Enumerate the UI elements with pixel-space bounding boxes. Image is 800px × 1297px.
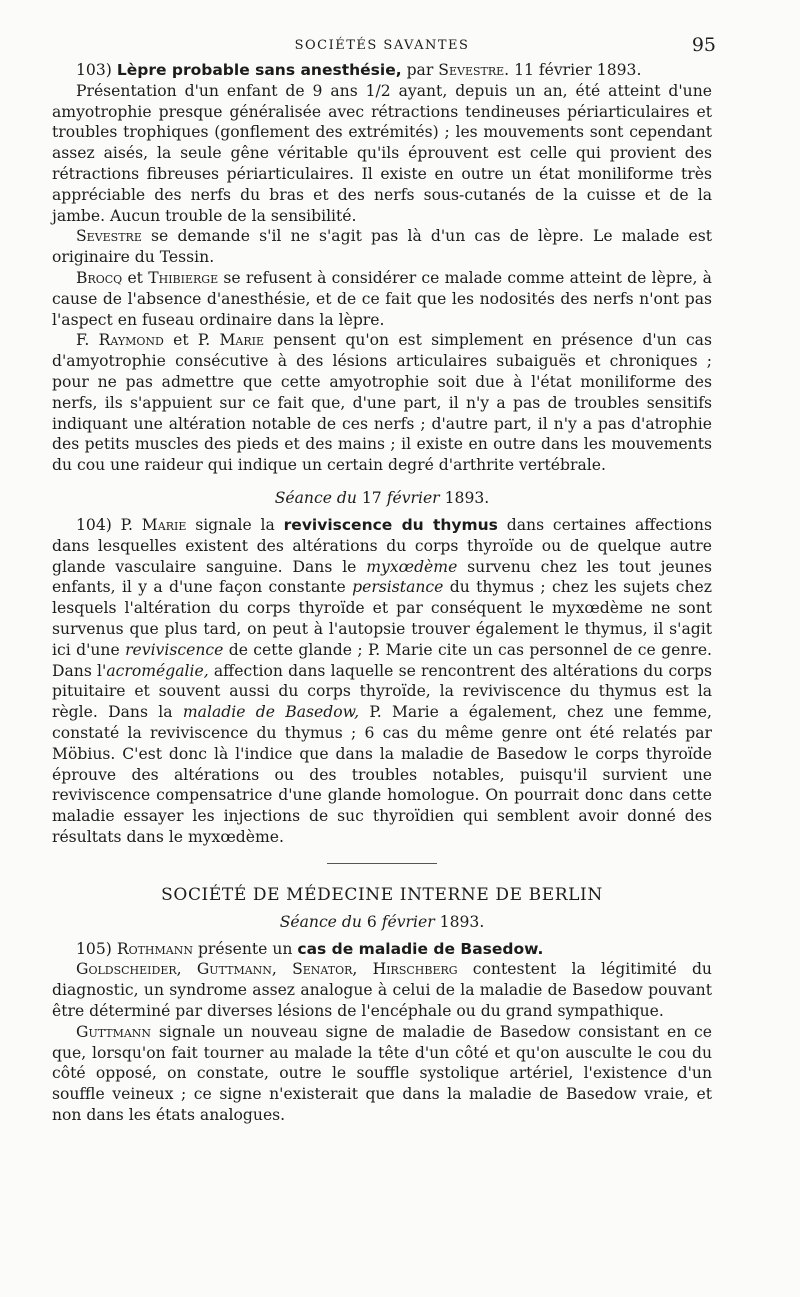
author-name: Raymond bbox=[98, 331, 164, 350]
author-name: Rothmann bbox=[116, 939, 193, 958]
entry-title: cas de maladie de Basedow. bbox=[297, 939, 544, 958]
society-title: SOCIÉTÉ DE MÉDECINE INTERNE DE BERLIN bbox=[161, 884, 603, 905]
section-divider bbox=[327, 863, 437, 864]
page bbox=[52, 34, 716, 1126]
entry-105-heading: 105) Rothmann présente un cas de maladie de Basedow. bbox=[76, 939, 544, 958]
author-name: Sevestre bbox=[76, 227, 142, 246]
seance-heading: Séance du 17 février 1893. bbox=[274, 488, 490, 507]
entry-date: 11 février 1893. bbox=[514, 61, 642, 79]
page-number: 95 bbox=[691, 34, 716, 56]
author-name: Thibierge bbox=[148, 268, 219, 287]
paragraph: F. Raymond et P. Marie pensent qu'on est simplement en présence d'un cas d'amyotrophie consécutive à des lésions articulaires subaiguës et chroniques ; pour ne pas admettre que cette amyotrophie soit due à l'état moniliforme des nerfs, ils s'appuient sur ce fait que, d'une part, il n'y a pas de troubles sensitifs indiquant une altération notable de ces nerfs ; d'autre part, il n'y a pas d'atrophie des petits muscles des pieds et des mains ; il existe en outre dans les mouvements du cou une raideur qui indique un certain degré d'arthrite vertébrale. bbox=[52, 331, 712, 475]
entry-103-heading: 103) Lèpre probable sans anesthésie, par Sevestre. 11 février 1893. bbox=[76, 61, 642, 79]
author-name: Guttmann bbox=[76, 1022, 152, 1041]
paragraph: Présentation d'un enfant de 9 ans 1/2 ayant, depuis un an, été atteint d'une amyotrophie presque généralisée avec rétractions tendineuses périarticulaires et troubles trophiques (gonflement des extrémités) ; les mouvements sont cependant assez aisés, la seule gêne véritable qu'ils éprouvent est celle qui provient des rétractions fibreuses périarticulaires. Il existe en outre un état moniliforme très appréciable des nerfs du bras et des nerfs sous-cutanés de la cuisse et de la jambe. Aucun trouble de la sensibilité. bbox=[52, 81, 712, 225]
entry-title: Lèpre probable sans anesthésie, bbox=[116, 61, 402, 79]
entry-number: 105) bbox=[76, 939, 112, 958]
paragraph: Goldscheider, Guttmann, Senator, Hirschberg contestent la légitimité du diagnostic, un syndrome assez analogue à celui de la maladie de Basedow pouvant être déterminé par diverses lésions de l'encéphale ou du grand sympathique. bbox=[52, 960, 712, 1021]
entry-number: 103) bbox=[76, 61, 112, 79]
author-name: Marie bbox=[219, 331, 265, 350]
paragraph: Brocq et Thibierge se refusent à considérer ce malade comme atteint de lèpre, à cause de l'absence d'anesthésie, et de ce fait que les nodosités des nerfs n'ont pas l'aspect en fuseau ordinaire dans la lèpre. bbox=[52, 268, 712, 329]
author-name: Brocq bbox=[76, 268, 123, 287]
running-title: SOCIÉTÉS SAVANTES bbox=[294, 38, 470, 53]
seance-heading: Séance du 6 février 1893. bbox=[279, 912, 485, 931]
paragraph: Guttmann signale un nouveau signe de maladie de Basedow consistant en ce que, lorsqu'on fait tourner au malade la tête d'un côté et qu'on ausculte le cou du côté opposé, on constate, outre le souffle systolique artériel, l'existence d'un souffle veineux ; ce signe n'existerait que dans la maladie de Basedow vraie, et non dans les états analogues. bbox=[52, 1022, 712, 1125]
entry-104: 104) P. Marie signale la reviviscence du thymus dans certaines affections dans lesquelles existent des altérations du corps thyroïde ou de quelque autre glande vasculaire sanguine. Dans le myxœdème survenu chez les tout jeunes enfants, il y a d'une façon constante persistance du thymus ; chez les sujets chez lesquels l'altération du corps thyroïde et par conséquent le myxœdème ne sont survenus que plus tard, on peut à l'autopsie trouver également le thymus, il s'agit ici d'une reviviscence de cette glande ; P. Marie cite un cas personnel de ce genre. Dans l'acromégalie, affection dans laquelle se rencontrent des altérations du corps pituitaire et souvent aussi du corps thyroïde, la reviviscence du thymus est la règle. Dans la maladie de Basedow, P. Marie a également, chez une femme, constaté la reviviscence du thymus ; 6 cas du même genre ont été relatés par Möbius. C'est donc là l'indice que dans la maladie de Basedow le corps thyroïde éprouve des altérations ou des troubles notables, puisqu'il survient une reviviscence compensatrice d'une glande homologue. On pourrait donc dans cette maladie essayer les injections de suc thyroïdien qui semblent avoir donné des résultats dans le myxœdème. bbox=[52, 515, 712, 846]
entry-number: 104) P. bbox=[76, 515, 133, 534]
entry-title: reviviscence du thymus bbox=[283, 515, 498, 534]
paragraph: Sevestre se demande s'il ne s'agit pas là d'un cas de lèpre. Le malade est originaire du Tessin. bbox=[52, 227, 712, 267]
author-names: Goldscheider, Guttmann, Senator, Hirschberg bbox=[76, 960, 458, 979]
author-name: Sevestre. bbox=[438, 61, 510, 79]
author-name: Marie bbox=[141, 515, 187, 534]
page-header bbox=[52, 34, 716, 60]
